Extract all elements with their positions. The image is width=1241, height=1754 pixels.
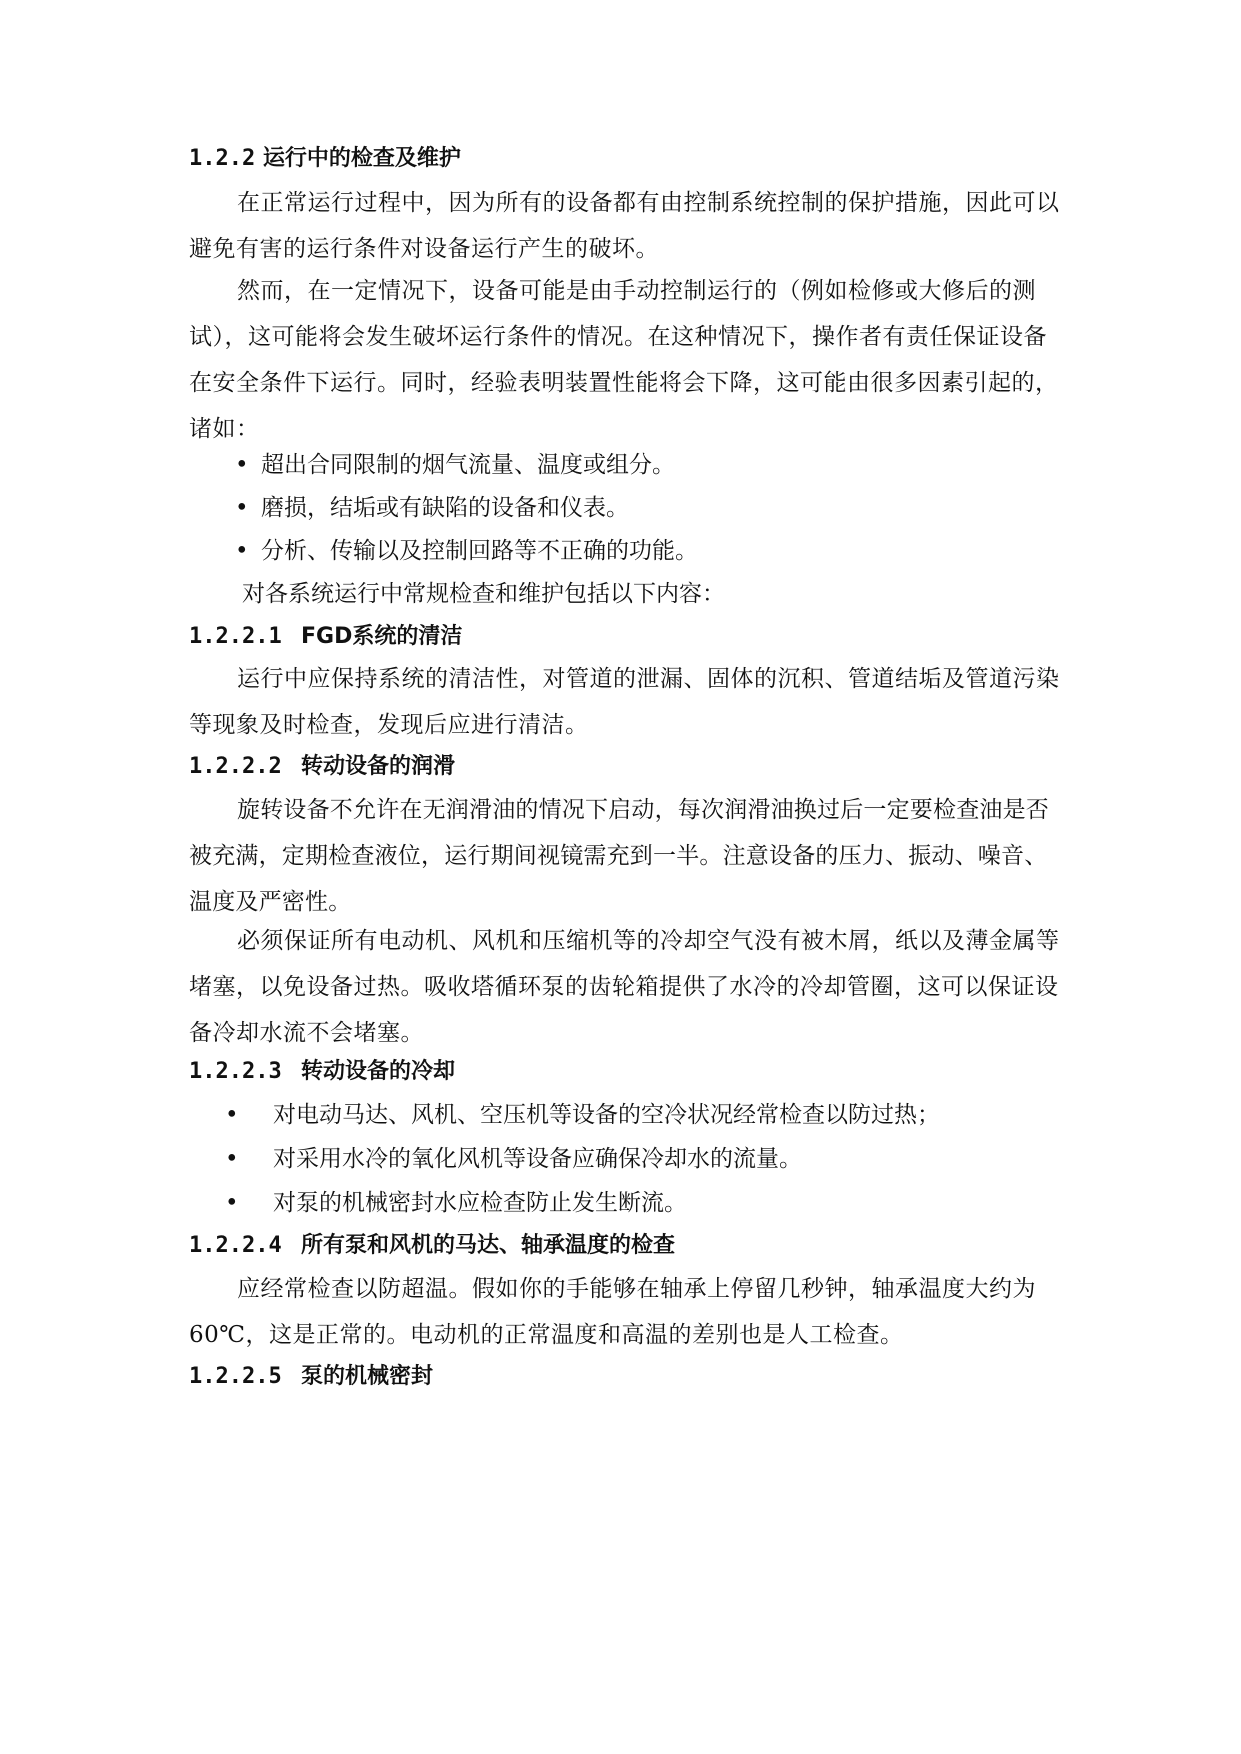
list-item-text: 对电动马达、风机、空压机等设备的空冷状况经常检查以防过热； (273, 1102, 940, 1128)
section-number: 1.2.2.5 (189, 1364, 282, 1389)
paragraph: 旋转设备不允许在无润滑油的情况下启动，每次润滑油换过后一定要检查油是否被充满，定期检查液位，运行期间视镜需充到一半。注意设备的压力、振动、噪音、温度及严密性。 (189, 797, 1049, 915)
section-title: 所有泵和风机的马达、轴承温度的检查 (301, 1233, 676, 1258)
bullet-icon: • (235, 495, 249, 521)
paragraph: 运行中应保持系统的清洁性，对管道的泄漏、固体的沉积、管道结垢及管道污染等现象及时检查，发现后应进行清洁。 (189, 666, 1060, 738)
section-title: 转动设备的冷却 (301, 1059, 456, 1084)
paragraph: 在正常运行过程中，因为所有的设备都有由控制系统控制的保护措施，因此可以避免有害的运行条件对设备运行产生的破坏。 (189, 190, 1060, 262)
paragraph: 必须保证所有电动机、风机和压缩机等的冷却空气没有被木屑，纸以及薄金属等堵塞，以免设备过热。吸收塔循环泵的齿轮箱提供了水冷的冷却管圈，这可以保证设备冷却水流不会堵塞。 (189, 928, 1060, 1046)
section-heading-1-2-2 (189, 136, 1069, 182)
bullet-icon: • (235, 538, 249, 564)
list-item (225, 1180, 687, 1226)
list-item (225, 1092, 940, 1138)
section-heading-1-2-2-1 (189, 614, 1069, 660)
bullet-icon: • (225, 1146, 239, 1172)
section-title: 泵的机械密封 (301, 1364, 434, 1389)
list-item-text: 对采用水冷的氧化风机等设备应确保冷却水的流量。 (273, 1146, 802, 1172)
list-item-text: 磨损，结垢或有缺陷的设备和仪表。 (261, 495, 629, 521)
section-number: 1.2.2.2 (189, 754, 282, 779)
section-number: 1.2.2.1 (189, 624, 282, 649)
list-item (235, 485, 629, 531)
bullet-icon: • (225, 1190, 239, 1216)
section-number: 1.2.2.3 (189, 1059, 282, 1084)
section-title: 运行中的检查及维护 (262, 146, 461, 171)
section-number: 1.2.2.4 (189, 1233, 282, 1258)
list-item (225, 1136, 802, 1182)
list-item (235, 442, 675, 488)
paragraph: 对各系统运行中常规检查和维护包括以下内容： (242, 581, 725, 607)
section-heading-1-2-2-4 (189, 1223, 1069, 1269)
section-title: FGD系统的清洁 (301, 624, 463, 649)
list-item-text: 超出合同限制的烟气流量、温度或组分。 (261, 452, 675, 478)
paragraph: 然而，在一定情况下，设备可能是由手动控制运行的（例如检修或大修后的测试），这可能将会发生破坏运行条件的情况。在这种情况下，操作者有责任保证设备在安全条件下运行。同时，经验表明装置性能将会下降，这可能由很多因素引起的，诸如： (189, 278, 1059, 442)
section-heading-1-2-2-3 (189, 1049, 1069, 1095)
list-item-text: 对泵的机械密封水应检查防止发生断流。 (273, 1190, 687, 1216)
section-title: 转动设备的润滑 (301, 754, 456, 779)
paragraph: 应经常检查以防超温。假如你的手能够在轴承上停留几秒钟，轴承温度大约为60℃，这是正常的。电动机的正常温度和高温的差别也是人工检查。 (189, 1276, 1036, 1348)
bullet-icon: • (235, 452, 249, 478)
bullet-icon: • (225, 1102, 239, 1128)
section-heading-1-2-2-5 (189, 1354, 1069, 1400)
list-item (235, 528, 698, 574)
section-heading-1-2-2-2 (189, 744, 1069, 790)
section-number: 1.2.2 (189, 146, 256, 171)
list-item-text: 分析、传输以及控制回路等不正确的功能。 (261, 538, 698, 564)
